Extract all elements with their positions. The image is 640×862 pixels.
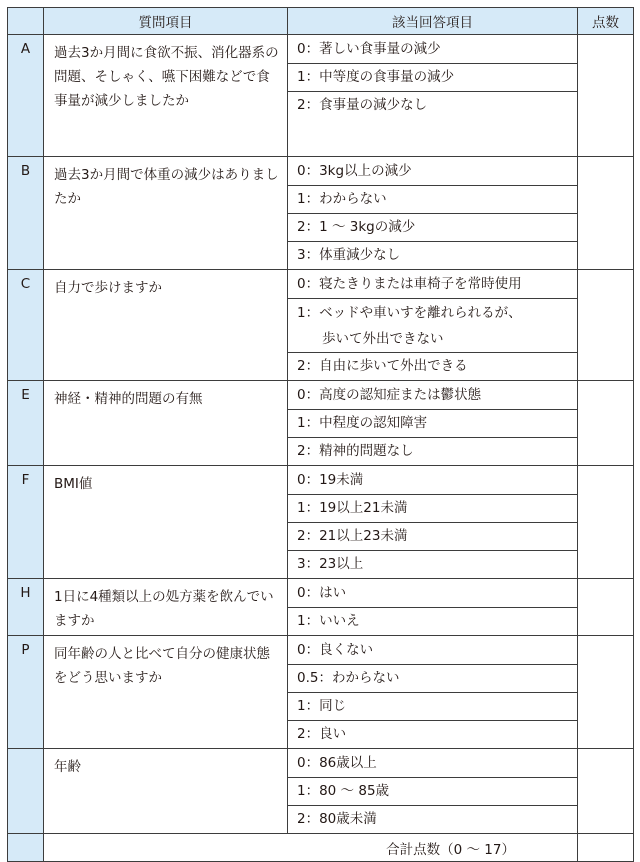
- row-key: C: [8, 270, 44, 381]
- table-row: [8, 466, 634, 495]
- score-cell[interactable]: [578, 270, 634, 381]
- mna-screening-table: [7, 7, 634, 862]
- answer-option: 1：わからない: [288, 186, 578, 214]
- answer-option: 0.5：わからない: [288, 665, 578, 693]
- question-cell: 過去3か月間に食欲不振、消化器系の問題、そしゃく、嚥下困難などで食事量が減少しましたか: [44, 35, 288, 157]
- answer-option: 2：良い: [288, 721, 578, 749]
- total-key: [8, 834, 44, 862]
- answer-option-line: 1：ベッドや車いすを離れられるが、: [297, 305, 522, 321]
- row-key: E: [8, 381, 44, 466]
- row-key: A: [8, 35, 44, 157]
- score-cell[interactable]: [578, 749, 634, 834]
- score-cell[interactable]: [578, 636, 634, 749]
- answer-option: 0：3kg以上の減少: [288, 157, 578, 186]
- answer-option: 1：いいえ: [288, 608, 578, 636]
- answer-option: 2：自由に歩いて外出できる: [288, 353, 578, 381]
- question-cell: 1日に4種類以上の処方薬を飲んでいますか: [44, 579, 288, 636]
- answer-option: 1：中等度の食事量の減少: [288, 64, 578, 92]
- table-row: [8, 270, 634, 299]
- answer-option: 2：80歳未満: [288, 806, 578, 834]
- score-cell[interactable]: [578, 466, 634, 579]
- answer-option: 3：23以上: [288, 551, 578, 579]
- total-label: 合計点数（0 ～ 17）: [44, 834, 578, 862]
- header-question: 質問項目: [44, 8, 288, 35]
- score-cell[interactable]: [578, 157, 634, 270]
- answer-option: 0：19未満: [288, 466, 578, 495]
- answer-option: 0：86歳以上: [288, 749, 578, 778]
- answer-option: 1：19以上21未満: [288, 495, 578, 523]
- answer-option: 2：1 ～ 3kgの減少: [288, 214, 578, 242]
- header-score: 点数: [578, 8, 634, 35]
- table-row: [8, 579, 634, 608]
- answer-option: 1：同じ: [288, 693, 578, 721]
- score-cell[interactable]: [578, 579, 634, 636]
- question-cell: 自力で歩けますか: [44, 270, 288, 381]
- answer-option: 0：良くない: [288, 636, 578, 665]
- score-cell[interactable]: [578, 381, 634, 466]
- header-row: [8, 8, 634, 35]
- answer-option: 0：寝たきりまたは車椅子を常時使用: [288, 270, 578, 299]
- answer-option: 0：はい: [288, 579, 578, 608]
- answer-option-line: 歩いて外出できない: [322, 331, 444, 347]
- table-row: [8, 636, 634, 665]
- row-key: H: [8, 579, 44, 636]
- score-cell[interactable]: [578, 35, 634, 157]
- row-key: P: [8, 636, 44, 749]
- answer-option: 1：中程度の認知障害: [288, 410, 578, 438]
- answer-option: 0：著しい食事量の減少: [288, 35, 578, 64]
- question-cell: BMI値: [44, 466, 288, 579]
- answer-option: [288, 299, 578, 353]
- header-answer: 該当回答項目: [288, 8, 578, 35]
- question-cell: 過去3か月間で体重の減少はありましたか: [44, 157, 288, 270]
- answer-option: 3：体重減少なし: [288, 242, 578, 270]
- answer-option: 2：精神的問題なし: [288, 438, 578, 466]
- row-key: F: [8, 466, 44, 579]
- table-row: [8, 749, 634, 778]
- header-key: [8, 8, 44, 35]
- table-row: [8, 381, 634, 410]
- table-row: [8, 35, 634, 64]
- answer-option: 2：21以上23未満: [288, 523, 578, 551]
- answer-option: 1：80 ～ 85歳: [288, 778, 578, 806]
- total-score-cell[interactable]: [578, 834, 634, 862]
- answer-option: 0：高度の認知症または鬱状態: [288, 381, 578, 410]
- table-row: [8, 157, 634, 186]
- row-key: B: [8, 157, 44, 270]
- question-cell: 年齢: [44, 749, 288, 834]
- question-cell: 同年齢の人と比べて自分の健康状態をどう思いますか: [44, 636, 288, 749]
- question-cell: 神経・精神的問題の有無: [44, 381, 288, 466]
- total-row: [8, 834, 634, 862]
- answer-option: 2：食事量の減少なし: [288, 92, 578, 157]
- row-key: [8, 749, 44, 834]
